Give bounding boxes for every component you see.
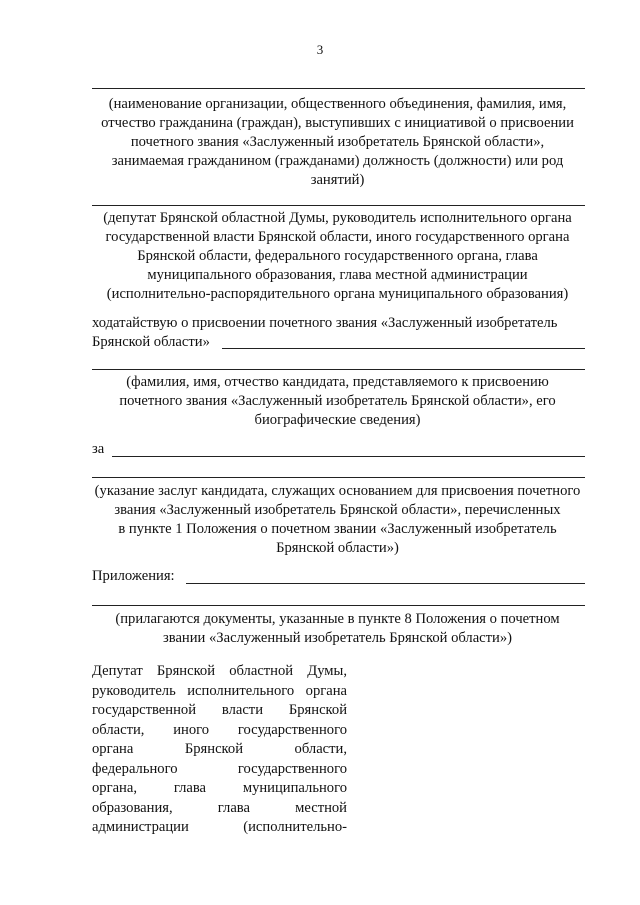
merits-caption: (указание заслуг кандидата, служащих основанием для присвоения почетного звания «Заслуженный изобретатель Брянской области», перечисленных в пункте 1 Положения о почетном звании «Заслуженный изобретатель Брянской области») [94,483,581,556]
signature-line: руководитель исполнительного органа [92,682,347,699]
signature-line: органа Брянской области, [92,741,347,757]
merits-label: за [92,441,105,457]
attachments-fill-line[interactable] [186,583,585,584]
candidate-caption: (фамилия, имя, отчество кандидата, представляемого к присвоению почетного звания «Заслуженный изобретатель Брянской области», его биографические сведения) [119,374,556,428]
signature-line: администрации (исполнительно- [92,819,347,835]
signature-line: органа, глава муниципального [92,780,347,796]
petition-fill-line[interactable] [222,348,585,349]
merits-blank-line[interactable] [92,477,585,478]
attachments-blank-line[interactable] [92,605,585,606]
petition-text-line1: ходатайствую о присвоении почетного звания «Заслуженный изобретатель [92,315,558,331]
signature-line: области, иного государственного [92,721,347,738]
organization-blank-line[interactable] [92,88,585,89]
deputy-blank-line[interactable] [92,205,585,206]
deputy-caption: (депутат Брянской областной Думы, руководитель исполнительного органа государственной власти Брянской области, иного государственного органа Брянской области, федерального государственного органа, глава муниципального образования, глава местной администрации (исполнительно-распорядительного органа муниципального образования) [103,210,572,302]
signature-line: государственной власти Брянской [92,702,347,718]
organization-caption: (наименование организации, общественного объединения, фамилия, имя, отчество гражданина (граждан), выступивших с инициативой о присвоении почетного звания «Заслуженный изобретатель Брянской области», занимаемая гражданином (гражданами) должность (должности) или род занятий) [101,96,574,188]
signature-line: образования, глава местной [92,799,347,816]
attachments-label: Приложения: [92,568,175,584]
signature-line: Депутат Брянской областной Думы, [92,663,347,679]
merits-fill-line[interactable] [112,456,585,457]
signature-line: федерального государственного [92,760,347,777]
candidate-blank-line[interactable] [92,369,585,370]
page-number: 3 [316,42,324,57]
petition-text-line2: Брянской области» [92,334,210,350]
attachments-caption: (прилагаются документы, указанные в пункте 8 Положения о почетном звании «Заслуженный изобретатель Брянской области») [115,611,560,646]
